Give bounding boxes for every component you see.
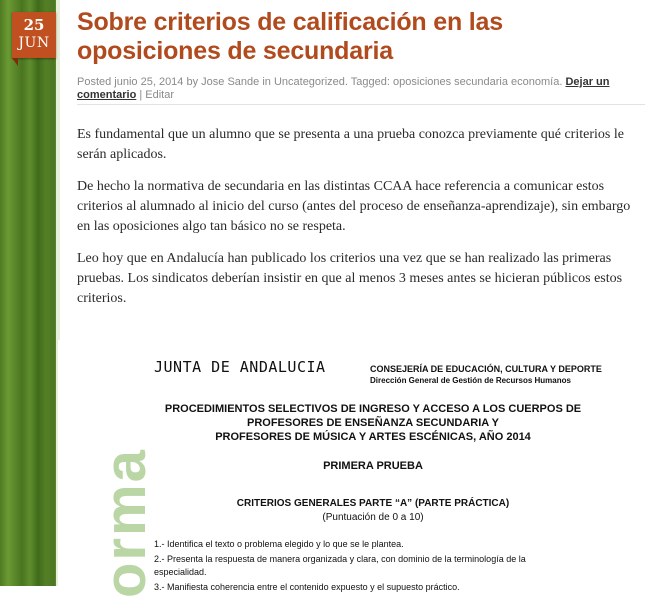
meta-prefix: Posted junio 25, 2014 by <box>77 76 202 88</box>
document-subtitle: PRIMERA PRUEBA <box>323 460 423 472</box>
post-paragraph-1: Es fundamental que un alumno que se presenta a una prueba conozca previamente qué criterios le serán aplicados. <box>77 127 624 162</box>
document-heading-line: PROCEDIMIENTOS SELECTIVOS DE INGRESO Y ACCESO A LOS CUERPOS DE <box>164 403 582 415</box>
document-heading-line: PROFESORES DE ENSEÑANZA SECUNDARIA Y <box>246 417 500 429</box>
document-direction: Dirección General de Gestión de Recursos Humanos <box>370 376 571 385</box>
edit-link[interactable]: Editar <box>145 89 175 101</box>
document-criteria-title: CRITERIOS GENERALES PARTE “A” (PARTE PRÁCTICA) <box>236 498 510 509</box>
date-month: JUN <box>18 35 50 51</box>
category-link[interactable]: Uncategorized <box>273 76 345 88</box>
list-item: 2.- Presenta la respuesta de manera organizada y clara, con dominio de la terminología de la especialidad. <box>154 554 526 577</box>
document-department: CONSEJERÍA DE EDUCACIÓN, CULTURA Y DEPORTE <box>370 364 602 374</box>
tags-link[interactable]: oposiciones secundaria economía <box>393 76 560 88</box>
date-badge <box>12 12 56 58</box>
decorative-sidebar <box>0 0 60 586</box>
meta-in: in <box>259 76 274 88</box>
comment-link[interactable]: Dejar un comentario <box>77 76 610 101</box>
document-criteria-list <box>154 538 580 596</box>
list-item: 1.- Identifica el texto o problema elegido y lo que se le plantea. <box>154 539 404 549</box>
post-paragraph-3: Leo hoy que en Andalucía han publicado los criterios una vez que se han realizado las primeras pruebas. Los sindicatos deberían insistir en que al menos 3 meses antes se hicieran públicos estos criterios. <box>77 251 623 306</box>
author-link[interactable]: Jose Sande <box>201 76 260 88</box>
meta-separator: | <box>136 89 146 101</box>
date-day: 25 <box>23 16 45 34</box>
document-heading-line: PROFESORES DE MÚSICA Y ARTES ESCÉNICAS, AÑO 2014 <box>215 431 531 443</box>
post-meta: Posted junio 25, 2014 by Jose Sande in Uncategorized. Tagged: oposiciones secundaria economía. Dejar un comentario | Editar <box>77 76 645 105</box>
document-organization: JUNTA DE ANDALUCIA <box>154 358 326 376</box>
embedded-document-image[interactable] <box>58 340 664 598</box>
document-score-range: (Puntuación de 0 a 10) <box>322 512 424 523</box>
meta-tagged: . Tagged: <box>344 76 394 88</box>
document-heading <box>148 402 598 444</box>
document-watermark: orma <box>93 448 158 598</box>
blog-post <box>77 8 647 309</box>
post-paragraph-2: De hecho la normativa de secundaria en las distintas CCAA hace referencia a comunicar estos criterios al alumnado al inicio del curso (antes del proceso de enseñanza-aprendizaje), sin embargo en las oposiciones algo tan básico no se respeta. <box>77 179 631 234</box>
list-item: 3.- Manifiesta coherencia entre el contenido expuesto y el supuesto práctico. <box>154 582 460 592</box>
post-title[interactable]: Sobre criterios de calificación en las oposiciones de secundaria <box>77 8 503 65</box>
